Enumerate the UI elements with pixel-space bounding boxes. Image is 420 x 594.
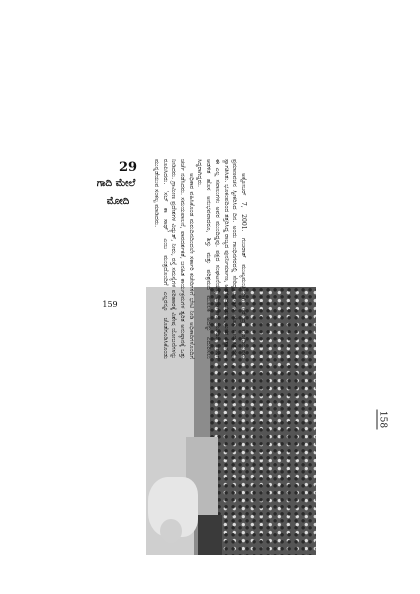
photo-microphones: [198, 515, 222, 555]
body-paragraph-2: ಅಧಿಕಾರ ವಹಿಸಿಕೊಂಡ ಮರುದಿನದಿಂದಲೇ ಸರ್ಕಾರಿ ಕಚೇರಿಗಳಿಗೆ ಭೇಟಿ ನೀಡಿ ಅಧಿಕಾರಿಗಳೊಂದಿಗೆ ಚರ್ಚೆ ನಡೆಸಿದರು. ಸಮಯಪಾಲನೆ, ಪಾರದರ್ಶಕತೆ, ಜನಹಿತ ಕಾರ್ಯಕ್ರಮಗಳ ತ್ವರಿತ ಅನುಷ್ಠಾನಕ್ಕೆ ಒತ್ತು ನೀಡಿದರು. ಗ್ರಾಮೀಣ ಪ್ರದೇಶಗಳ ವಿದ್ಯುತ್, ನೀರು, ರಸ್ತೆ ಸಮಸ್ಯೆಗಳ ಪರಿಹಾರಕ್ಕೆ ವಿಶೇಷ ಯೋಜನೆಗಳನ್ನು ರೂಪಿಸಿದರು. ‘ಸಬ್‌ ಕಾ ಸಾಥ್’ ಎಂಬ ಮಂತ್ರದೊಂದಿಗೆ ಎಲ್ಲರನ್ನೂ ಜೊತೆಗೂಡಿಸಿಕೊಂಡು ಮುನ್ನಡೆಯುವ ಸಂಕಲ್ಪ ಮಾಡಿದರು.: [152, 159, 195, 359]
chapter-number: 29: [118, 160, 138, 175]
chapter-title-line-2: ಮೋದಿ: [106, 196, 130, 207]
photo-speaker-head: [160, 519, 182, 543]
body-paragraph-1: ಅಕ್ಟೋಬರ್ 7, 2001. ಗುಜರಾತ್ ಮುಖ್ಯಮಂತ್ರಿಯಾಗಿ ನರೇಂದ್ರ ಮೋದಿಯವರು ಪ್ರಮಾಣವಚನ ಸ್ವೀಕರಿಸಿದ ದಿನ. ಅಂದು ಗಾಂಧಿನಗರದಲ್ಲಿ ಸೇರಿದ್ದ ಜನಸಾಗರ ಹೊಸ ನಾಯಕತ್ವವನ್ನು ಸ್ವಾಗತಿಸಿತು. ಭೂಕಂಪದಿಂದ ತತ್ತರಿಸಿದ್ದ ರಾಜ್ಯದ ಪುನರ್ನಿರ್ಮಾಣ, ಆಡಳಿತದ ಚುರುಕು, ಜನರ ವಿಶ್ವಾಸ — ಈ ಎಲ್ಲ ಸವಾಲುಗಳು ಅವರ ಮುಂದಿದ್ದವು. ಪಕ್ಷದ ಸಂಘಟನೆಯಲ್ಲಿ ದೀರ್ಘಕಾಲ ದುಡಿದಿದ್ದ ಅವರಿಗೆ ಆಡಳಿತ ಹೊಸ ಅನುಭವವಾದರೂ, ಶಿಸ್ತು ಮತ್ತು ಪರಿಶ್ರಮದ ಮೂಲಕ ಅದನ್ನು ಎದುರಿಸಲು ಸಿದ್ಧರಾಗಿದ್ದರು.: [196, 159, 247, 359]
body-text-block: [97, 159, 247, 359]
page-number-right: 159: [102, 300, 118, 309]
chapter-title-line-1: ಗಾದಿ ಮೇಲೆ: [96, 178, 136, 189]
page-number-left: 158: [377, 410, 388, 429]
